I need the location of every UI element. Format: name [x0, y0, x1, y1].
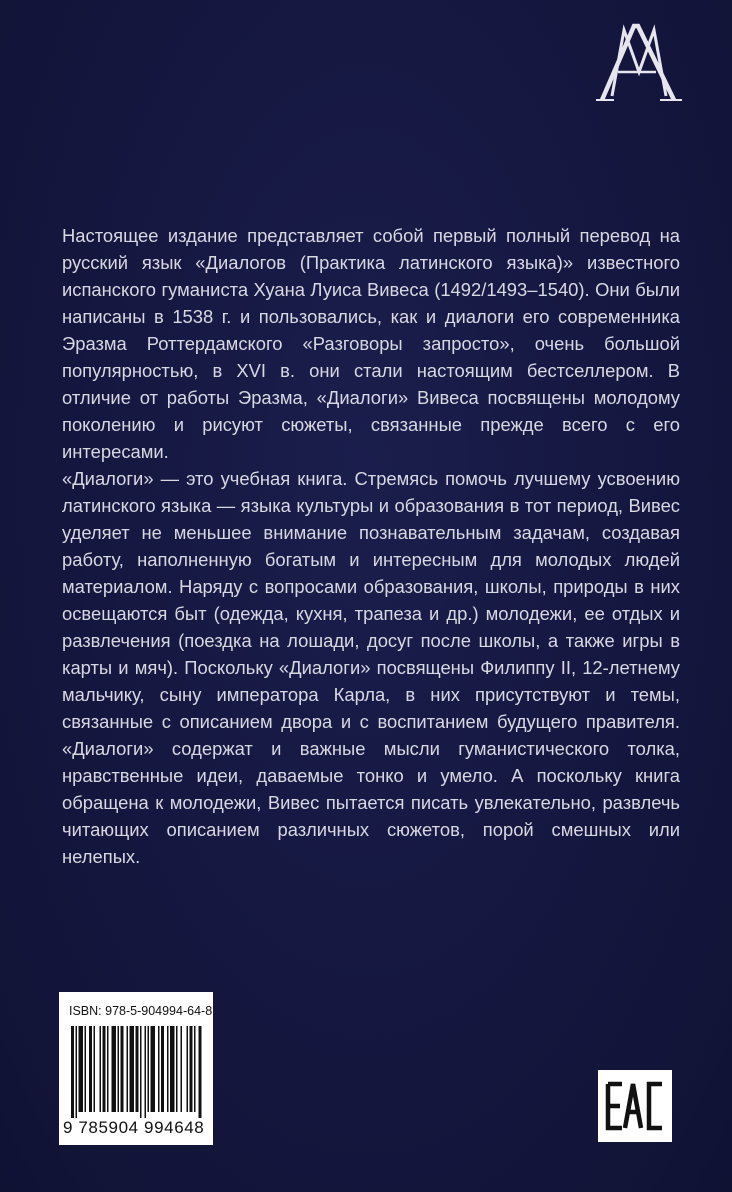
ean13-barcode-icon [67, 1026, 205, 1118]
annotation-text [62, 222, 680, 870]
isbn-barcode-block [59, 992, 213, 1145]
eac-conformity-mark-icon [598, 1070, 672, 1142]
publisher-logo-icon [594, 22, 684, 104]
eac-mark-block [598, 1070, 672, 1142]
barcode-digits: 9 785904 994648 [63, 1118, 205, 1137]
annotation-paragraph-2: «Диалоги» — это учебная книга. Стремясь помочь лучшему усвоению латинского языка — языка культуры и образования в тот период, Вивес уделяет не меньшее внимание познавательным задачам, создавая работу, наполненную богатым и интересным для молодых людей материалом. Наряду с вопросами образования, школы, природы в них освещаются быт (одежда, кухня, трапеза и др.) молодежи, ее отдых и развлечения (поездка на лошади, досуг после школы, а также игры в карты и мяч). Поскольку «Диалоги» посвящены Филиппу II, 12-летнему мальчику, сыну императора Карла, в них присутствуют и темы, связанные с описанием двора и с воспитанием будущего правителя. «Диалоги» содержат и важные мысли гуманистического толка, нравственные идеи, даваемые тонко и умело. А поскольку книга обращена к молодежи, Вивес пытается писать увлекательно, развлечь читающих описанием различных сюжетов, порой смешных или нелепых. [62, 468, 680, 867]
annotation-paragraph-1: Настоящее издание представляет собой первый полный перевод на русский язык «Диалогов (Практика латинского языка)» известного испанского гуманиста Хуана Луиса Вивеса (1492/1493–1540). Они были написаны в 1538 г. и пользовались, как и диалоги его современника Эразма Роттердамского «Разговоры запросто», очень большой популярностью, в XVI в. они стали настоящим бестселлером. В отличие от работы Эразма, «Диалоги» Вивеса посвящены молодому поколению и рисуют сюжеты, связанные прежде всего с его интересами. [62, 225, 680, 462]
isbn-label: ISBN: 978-5-904994-64-8 [69, 1004, 213, 1018]
